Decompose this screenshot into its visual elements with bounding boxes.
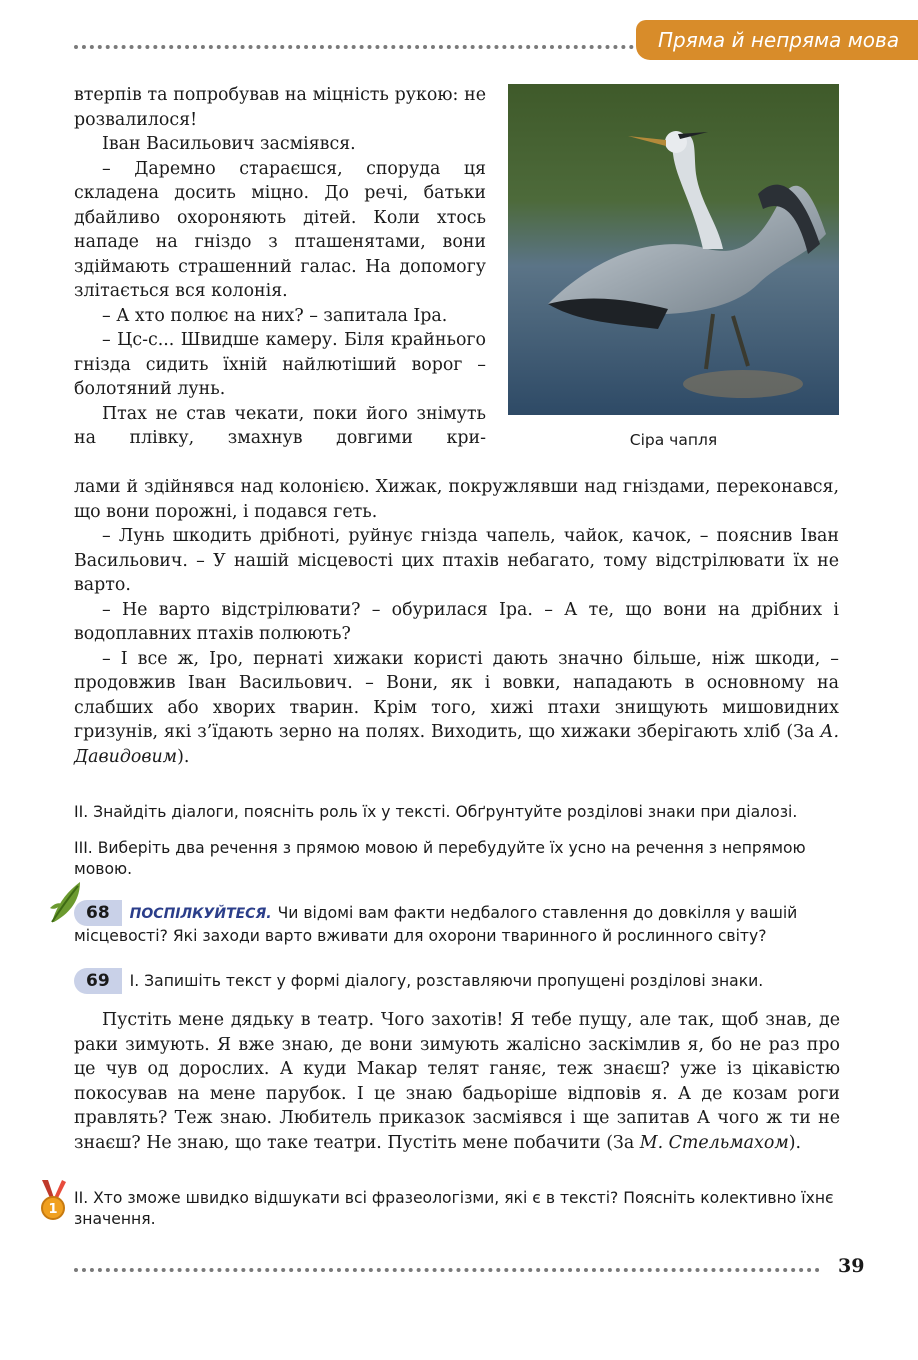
paragraph [74, 647, 839, 770]
task-item: ІІІ. Виберіть два речення з прямою мовою й перебудуйте їх усно на речення з непрямою мовою. [74, 839, 806, 879]
photo-caption: Сіра чапля [629, 431, 718, 449]
paragraph: – Не варто відстрілювати? – обурилася Іра. – А те, що вони на дрібних і водоплавних птахів полюють? [74, 599, 839, 644]
paragraph: – А хто полює на них? – запитала Іра. [102, 305, 448, 326]
top-dotted-rule [74, 45, 634, 49]
heron-illustration [508, 84, 839, 415]
paragraph: втерпів та попробував на міцність рукою: не розвалилося! [74, 85, 486, 130]
column-text [74, 83, 486, 451]
exercise-68 [74, 900, 840, 947]
paragraph: – Даремно стараєшся, споруда ця складена досить міцно. До речі, батьки дбайливо охороняють дітей. Коли хтось нападе на гніздо з пташенятами, вони здіймають страшенний галас. На допомогу злітається вся колонія. [74, 158, 486, 301]
exercise-69-text [74, 1008, 840, 1155]
paragraph [74, 1008, 840, 1155]
section-header-tab: Пряма й непряма мова [636, 20, 918, 60]
heron-photo [508, 84, 839, 415]
paragraph: лами й здійнявся над колонією. Хижак, покружлявши над гніздами, переконався, що вони порожні, і подався геть. [74, 477, 839, 522]
medal-number: 1 [48, 1202, 58, 1217]
exercise-69-task2: ІІ. Хто зможе швидко відшукати всі фразеологізми, які є в тексті? Поясніть колективно їхнє значення. [74, 1189, 834, 1228]
exercise-number-badge: 69 [74, 968, 122, 994]
paragraph: – Цс-с... Швидше камеру. Біля крайнього гнізда сидить їхній найлютіший ворог – болотяний лунь. [74, 330, 486, 399]
page-number: 39 [838, 1255, 865, 1277]
exercise-label: ПОСПІЛКУЙТЕСЯ. [129, 906, 272, 922]
medal-icon [36, 1178, 70, 1222]
paragraph-tail: ). [177, 746, 190, 767]
author-name: А. Давидовим [74, 722, 839, 767]
paragraph-text: Пустіть мене дядьку в театр. Чого захотів! Я тебе пущу, але так, щоб знав, де раки зимують. Я вже знаю, де вони зимують жалісно заскімлив я, бо не раз про це чув од дорослих. А куди Макар телят ганяє, теж знаєш? уже із цікавістю покосував на мене парубок. І це знаю бадьоріше відповів я. А де козам роги правлять? Теж знаю. Любитель приказок засміявся і ще запитав А чого ж ти не знаєш? Не знаю, що таке театри. Пустіть мене побачити (За [74, 1010, 840, 1153]
paragraph-text: – І все ж, Іро, пернаті хижаки користі дають значно більше, ніж шкоди, – продовжив Іван Васильович. – Вони, як і вовки, нападають в основному на слабших або хворих тварин. Крім того, хижі птахи знищують мишовидних гризунів, які з’їдають зерно на полях. Виходить, що хижаки зберігають хліб (За [74, 648, 839, 742]
paragraph: – Лунь шкодить дрібноті, руйнує гнізда чапель, чайок, качок, – пояснив Іван Васильович. – У нашій місцевості цих птахів небагато, тому відстрілювати їх не варто. [74, 526, 839, 595]
paragraph: Птах не став чекати, поки його знімуть на плівку, змахнув довгими кри- [74, 403, 486, 448]
exercise-69 [74, 968, 840, 994]
author-name: М. Стельмахом [639, 1132, 789, 1153]
exercise-task: І. Запишіть текст у формі діалогу, розставляючи пропущені розділові знаки. [129, 972, 764, 990]
main-text [74, 475, 839, 769]
exercise-number-badge: 68 [74, 900, 122, 926]
task-item: ІІ. Знайдіть діалоги, поясніть роль їх у тексті. Обґрунтуйте розділові знаки при діалозі. [74, 802, 798, 821]
paragraph: Іван Васильович засміявся. [102, 134, 356, 154]
exercise-text: Чи відомі вам факти недбалого ставлення до довкілля у вашій місцевості? Які заходи варто вживати для охорони тваринного й рослинного світу? [74, 904, 798, 945]
task-list [74, 786, 840, 896]
paragraph-tail: ). [788, 1132, 802, 1153]
bottom-dotted-rule [74, 1268, 820, 1272]
